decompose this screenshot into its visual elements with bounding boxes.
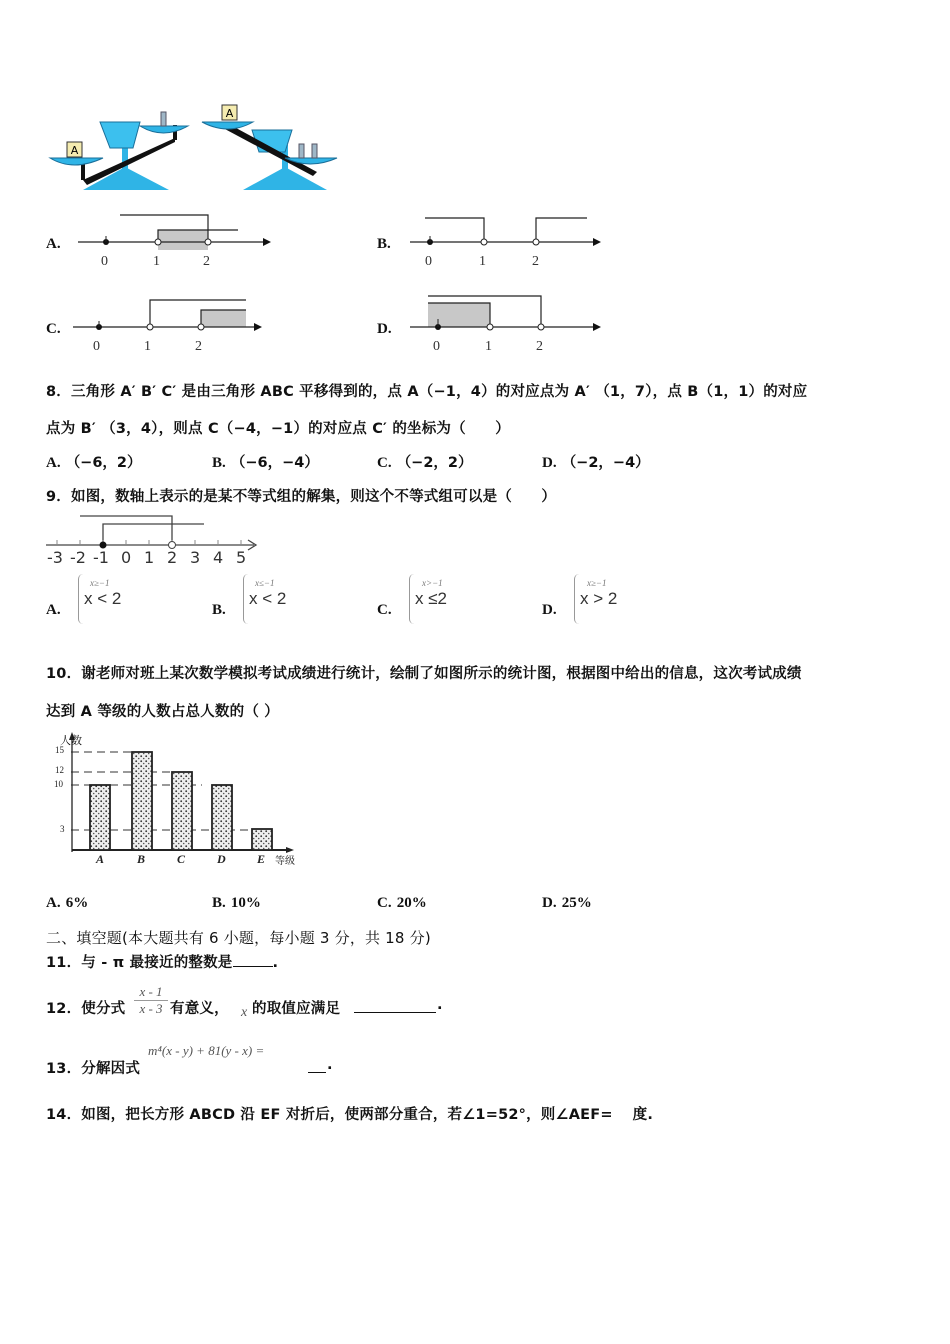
q8-option-a[interactable] bbox=[46, 451, 142, 472]
bar-A bbox=[90, 785, 110, 850]
tick: -2 bbox=[70, 548, 86, 567]
q12-middle: 有意义， bbox=[170, 1001, 229, 1017]
option-label: B. bbox=[212, 455, 226, 471]
option-text: 6% bbox=[65, 895, 89, 911]
q9-option-b[interactable] bbox=[212, 574, 362, 626]
bar-chart-svg bbox=[45, 730, 310, 870]
option-text: （−2，2） bbox=[396, 455, 473, 471]
tick: 5 bbox=[236, 548, 247, 567]
option-text: 20% bbox=[396, 895, 427, 911]
tick-1: 1 bbox=[144, 339, 151, 354]
y-tick-15: 15 bbox=[55, 745, 64, 755]
tick-2: 2 bbox=[536, 339, 543, 354]
q9-numberline bbox=[44, 510, 269, 570]
bar-E bbox=[252, 829, 272, 850]
tick: 0 bbox=[121, 548, 132, 567]
svg-text:A: A bbox=[70, 144, 79, 157]
q12-answer-blank[interactable] bbox=[354, 998, 436, 1013]
tick-0: 0 bbox=[101, 254, 108, 269]
x-tick-a: A bbox=[96, 852, 105, 866]
q9-stem: 9．如图，数轴上表示的是某不等式组的解集，则这个不等式组可以是（ ） bbox=[46, 489, 557, 505]
option-label: A. bbox=[46, 602, 61, 618]
tick-1: 1 bbox=[485, 339, 492, 354]
tick: 1 bbox=[144, 548, 155, 567]
bar-C bbox=[172, 772, 192, 850]
q12-fraction bbox=[134, 984, 168, 1017]
inequality-bottom: x < 2 bbox=[84, 589, 122, 608]
tick: -1 bbox=[93, 548, 109, 567]
q13-end: . bbox=[327, 1057, 333, 1073]
y-tick-3: 3 bbox=[60, 824, 65, 834]
inequality-bottom: x > 2 bbox=[580, 589, 618, 608]
y-tick-12: 12 bbox=[55, 765, 64, 775]
q12-suffix: 的取值应满足 bbox=[252, 1001, 341, 1017]
brace-icon bbox=[409, 574, 414, 624]
option-text: （−6，−4） bbox=[230, 455, 319, 471]
tick-2: 2 bbox=[532, 254, 539, 269]
y-axis-label: 人数 bbox=[60, 734, 82, 747]
q12-prefix: 12．使分式 bbox=[46, 1001, 126, 1017]
tick-2: 2 bbox=[195, 339, 202, 354]
q10-option-c[interactable] bbox=[377, 892, 427, 912]
option-text: （−2，−4） bbox=[561, 455, 650, 471]
x-tick-d: D bbox=[217, 852, 226, 866]
x-axis-label: 等级 bbox=[275, 856, 295, 867]
q10-stem-line1: 10．谢老师对班上某次数学模拟考试成绩进行统计，绘制了如图所示的统计图，根据图中给出的信息，这次考试成绩 bbox=[46, 666, 802, 682]
q7-option-b-numberline bbox=[405, 210, 610, 270]
tick-0: 0 bbox=[425, 254, 432, 269]
q7-option-b-label[interactable]: B. bbox=[377, 236, 391, 252]
x-tick-c: C bbox=[177, 852, 186, 866]
q13 bbox=[46, 1040, 466, 1080]
q7-option-d-numberline bbox=[405, 295, 610, 355]
fraction-numerator: x - 1 bbox=[134, 984, 168, 1001]
brace-icon bbox=[574, 574, 579, 624]
tick: 4 bbox=[213, 548, 224, 567]
tick-1: 1 bbox=[479, 254, 486, 269]
option-label: C. bbox=[377, 602, 392, 618]
option-label: A. bbox=[46, 455, 61, 471]
inequality-bottom: x ≤2 bbox=[415, 589, 448, 608]
q7-option-c-numberline bbox=[70, 295, 270, 355]
q9-option-d[interactable] bbox=[542, 574, 692, 626]
q10-option-b[interactable] bbox=[212, 892, 261, 912]
fraction-denominator: x - 3 bbox=[139, 1001, 163, 1016]
option-label: B. bbox=[212, 895, 226, 911]
tick-0: 0 bbox=[93, 339, 100, 354]
brace-icon bbox=[243, 574, 248, 624]
bar-B bbox=[132, 752, 152, 850]
q9-option-a[interactable] bbox=[46, 574, 196, 626]
option-label: D. bbox=[542, 602, 557, 618]
tick: -3 bbox=[47, 548, 63, 567]
q7-option-a-numberline bbox=[75, 210, 275, 270]
q8-stem-line2: 点为 B′ （3，4），则点 C（−4，−1）的对应点 C′ 的坐标为（ ） bbox=[46, 421, 510, 437]
q12-end: . bbox=[437, 997, 443, 1013]
inequality-top: x≥−1 bbox=[587, 578, 607, 588]
option-label: B. bbox=[212, 602, 226, 618]
q14-stem: 14．如图，把长方形 ABCD 沿 EF 对折后，使两部分重合，若∠1=52°，则∠AEF= 度. bbox=[46, 1107, 654, 1123]
inequality-top: x≤−1 bbox=[255, 578, 275, 588]
q13-answer-blank[interactable] bbox=[308, 1058, 326, 1073]
option-text: 25% bbox=[561, 895, 592, 911]
tick-1: 1 bbox=[153, 254, 160, 269]
q8-option-d[interactable] bbox=[542, 451, 650, 472]
balance-figure bbox=[45, 100, 345, 195]
tick: 3 bbox=[190, 548, 201, 567]
y-tick-10: 10 bbox=[54, 779, 63, 789]
x-tick-e: E bbox=[257, 852, 266, 866]
q11-end: . bbox=[272, 955, 279, 971]
svg-text:A: A bbox=[225, 107, 234, 120]
option-label: D. bbox=[542, 895, 557, 911]
inequality-bottom: x < 2 bbox=[249, 589, 287, 608]
q11 bbox=[46, 951, 278, 972]
option-label: A. bbox=[46, 895, 61, 911]
bar-D bbox=[212, 785, 232, 850]
inequality-top: x≥−1 bbox=[90, 578, 110, 588]
x-tick-b: B bbox=[137, 852, 146, 866]
q7-option-a-label[interactable]: A. bbox=[46, 236, 61, 252]
tick-2: 2 bbox=[203, 254, 210, 269]
tick: 2 bbox=[167, 548, 178, 567]
option-text: （−6，2） bbox=[65, 455, 142, 471]
q7-option-c-label[interactable]: C. bbox=[46, 321, 61, 337]
q10-option-d[interactable] bbox=[542, 892, 592, 912]
tick-0: 0 bbox=[433, 339, 440, 354]
option-label: C. bbox=[377, 895, 392, 911]
q8-option-c[interactable] bbox=[377, 451, 473, 472]
q8-stem-line1: 8．三角形 A′ B′ C′ 是由三角形 ABC 平移得到的，点 A（−1，4）的对应点为 A′ （1，7），点 B（1，1）的对应 bbox=[46, 384, 808, 400]
option-text: 10% bbox=[230, 895, 261, 911]
q10-stem-line2: 达到 A 等级的人数占总人数的（ ） bbox=[46, 704, 279, 720]
q8-option-b[interactable] bbox=[212, 451, 319, 472]
section-2-heading: 二、填空题(本大题共有 6 小题，每小题 3 分，共 18 分) bbox=[46, 929, 431, 947]
balance-scales-image bbox=[45, 100, 345, 195]
brace-icon bbox=[78, 574, 83, 624]
q13-prefix: 13．分解因式 bbox=[46, 1061, 141, 1077]
q12-var: x bbox=[241, 1005, 248, 1020]
inequality-top: x>−1 bbox=[422, 578, 443, 588]
q11-answer-blank[interactable] bbox=[233, 952, 273, 967]
option-label: C. bbox=[377, 455, 392, 471]
q12 bbox=[46, 984, 466, 1024]
option-label: D. bbox=[542, 455, 557, 471]
q10-option-a[interactable] bbox=[46, 892, 88, 912]
q7-option-d-label[interactable]: D. bbox=[377, 321, 392, 337]
q11-text: 11．与 - π 最接近的整数是 bbox=[46, 955, 233, 971]
q9-option-c[interactable] bbox=[377, 574, 527, 626]
q13-expression: m⁴(x - y) + 81(y - x) = bbox=[148, 1043, 265, 1058]
grade-bar-chart bbox=[45, 730, 310, 870]
